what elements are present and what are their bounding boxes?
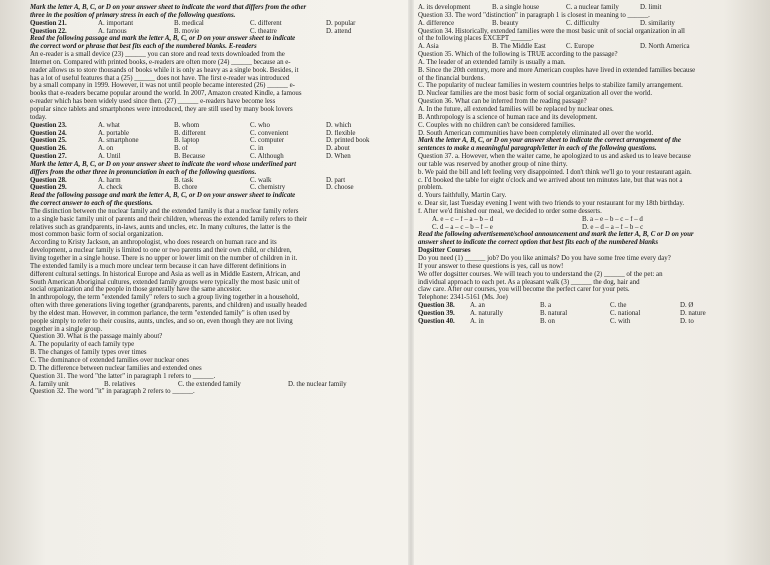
answer-option-a: A. in: [470, 317, 484, 325]
answer-option-c: C. Although: [250, 153, 284, 161]
answer-option-b: B. chore: [174, 184, 198, 192]
text-line: most common basic form of social organization.: [30, 231, 164, 239]
text-line: our table was reserved by another group of nine thirty.: [418, 160, 568, 168]
right-column: [418, 4, 766, 326]
page-fold: [408, 0, 414, 565]
answer-option-c: C. the extended family: [178, 380, 241, 388]
option-row: [30, 145, 405, 153]
answer-option-d: D. to: [680, 317, 694, 325]
answer-option-b: B. whom: [174, 121, 200, 129]
question-number: Question 39.: [418, 309, 455, 317]
text-line: A. The leader of an extended family is usually a man.: [418, 58, 566, 66]
text-line: C. Couples with no children can't be considered families.: [418, 121, 576, 129]
text-line: living together in a single house. There is no upper or lower limit on the number of children in it.: [30, 255, 298, 262]
question-number: Question 21.: [30, 19, 67, 27]
text-line: often with three generations living together (grandparents, parents, and children) and usually headed: [30, 302, 307, 310]
question-number: Question 22.: [30, 27, 67, 35]
instruction-line: sentences to make a meaningful paragraph/letter in each of the following questions.: [418, 145, 657, 153]
answer-option-d: D. nature: [680, 309, 706, 317]
option-row: [30, 184, 405, 192]
text-line: C. The dominance of extended families over nuclear ones: [30, 356, 189, 364]
answer-option-a: A. harm: [98, 176, 121, 184]
text-line: We offer dogsitter courses. We will teach you to understand the (2) ______ of the pet: an: [418, 270, 663, 278]
text-line: Question 35. Which of the following is TRUE according to the passage?: [418, 51, 618, 59]
text-line: D. Nuclear families are the most basic form of social organization all over the world.: [418, 90, 653, 98]
text-line: by a small company in 1999. However, it was not until people became interested (26) ______ e-: [30, 82, 295, 90]
answer-option-a: A. check: [98, 184, 123, 192]
text-line: individual approach to each pet. As a pleasant walk (3) ______ the dog, hair and: [418, 278, 640, 286]
instruction-line: differs from the other three in pronunciation in each of the following questions.: [30, 168, 257, 176]
text-line: relatives such as grandparents, in-laws, aunts and uncles, etc. In many cultures, the latter is the: [30, 223, 291, 231]
text-line: Question 30. What is the passage mainly about?: [30, 333, 163, 341]
answer-option-b: B. on: [540, 317, 555, 325]
answer-option-a: A. portable: [98, 129, 129, 137]
text-line: today.: [30, 113, 47, 121]
answer-option-b: B. movie: [174, 27, 200, 35]
text-line: B. Since the 20th century, more and more American couples have lived in extended families because: [418, 66, 696, 74]
answer-option-a: A. smartphone: [98, 137, 139, 145]
text-line: Question 36. What can be inferred from the reading passage?: [418, 98, 587, 106]
text-line: According to Kristy Jackson, an anthropologist, who does research on human race and its: [30, 239, 277, 247]
answer-option-b: B. medical: [174, 19, 204, 27]
answer-option-c: C. in: [250, 145, 264, 153]
text-line: people simply to refer to their cousins, aunts, uncles, and so on, even though they are not living: [30, 317, 293, 325]
text-line: An e-reader is a small device (23) ______ you can store and read texts downloaded from the: [30, 51, 285, 59]
answer-option-d: D. part: [326, 176, 346, 184]
option-row: [418, 20, 766, 28]
text-line: has a lot of useful features that a (25) ______ does not have. The first e-reader was introduced: [30, 74, 290, 82]
text-line: The distinction between the nuclear family and the extended family is that a nuclear family refers: [30, 207, 299, 215]
answer-option-d: D. Ø: [680, 302, 694, 310]
option-row: [30, 20, 405, 28]
instruction-line: Mark the letter A, B, C, or D on your answer sheet to indicate the correct arrangement of the: [418, 137, 681, 145]
option-row: [30, 177, 405, 185]
answer-option-c: C. who: [250, 121, 270, 129]
answer-option-d: D. the nuclear family: [288, 380, 347, 388]
answer-option-c: C. with: [610, 317, 631, 325]
option-row: [418, 4, 766, 12]
answer-option-a: A. family unit: [30, 380, 69, 388]
option-row: [418, 216, 766, 224]
answer-option-c: C. the: [610, 302, 627, 310]
text-line: Question 37. a. However, when the waiter came, he apologized to us and asked us to leave because: [418, 153, 691, 161]
instruction-line: the correct word or phrase that best fits each of the numbered blanks. E-readers: [30, 43, 257, 51]
text-line: c. I'd booked the table for eight o'clock and we arrived about ten minutes late, but that was not a: [418, 176, 683, 184]
text-line: problem.: [418, 184, 443, 192]
text-line: development, a nuclear family is limited to one or two parents and their own child, or children,: [30, 247, 292, 255]
answer-option-b: B. of: [174, 145, 188, 153]
answer-option-a: A. Until: [98, 153, 121, 161]
answer-option-d: D. flexible: [326, 129, 356, 137]
text-line: Telephone: 2341-5161 (Ms. Joe): [418, 294, 508, 302]
instruction-line: Mark the letter A, B, C, or D on your answer sheet to indicate the word that differs from the other: [30, 4, 307, 11]
text-line: f. After we'd finished our meal, we decided to order some desserts.: [418, 207, 602, 215]
answer-option-a: A. what: [98, 121, 120, 129]
question-number: Question 38.: [418, 302, 455, 310]
text-line: by the eldest man. However, in common parlance, the term "extended family" is often used by: [30, 309, 290, 317]
answer-option-c: C. convenient: [250, 129, 289, 137]
text-line: popular since tablets and smartphones were introduced, they are still used by many book lovers: [30, 105, 293, 113]
question-number: Question 27.: [30, 153, 67, 161]
answer-option-d: D. attend: [326, 27, 352, 35]
answer-option-a: A. famous: [98, 27, 127, 35]
option-row: [30, 28, 405, 36]
text-line: Question 32. The word "it" in paragraph 2 refers to ______.: [30, 388, 195, 396]
text-line: A. The popularity of each family type: [30, 341, 135, 349]
answer-option-b: B. natural: [540, 309, 568, 317]
question-number: Question 28.: [30, 176, 67, 184]
answer-option-b: B. laptop: [174, 137, 200, 145]
text-line: claw care. After our courses, you will become the perfect carer for your pets.: [418, 286, 630, 294]
text-line: Internet on. Compared with printed books, e-readers are often more (24) ______ because an e-: [30, 58, 291, 66]
option-row: [418, 302, 766, 310]
answer-option-a: A. naturally: [470, 309, 503, 317]
text-line: B. Anthropology is a science of human race and its development.: [418, 113, 598, 121]
answer-option-c: C. difficulty: [566, 19, 600, 27]
text-line: reader allows us to store thousands of books while it is only as heavy as a single book. Besides, it: [30, 66, 299, 74]
answer-option-a: A. e – c – f – a – b – d: [432, 215, 494, 223]
text-line: Do you need (1) ______ job? Do you like animals? Do you have some free time every day?: [418, 255, 671, 262]
option-row: [30, 130, 405, 138]
option-row: [418, 310, 766, 318]
answer-option-c: C. computer: [250, 137, 285, 145]
instruction-line: answer sheet to indicate the correct option that best fits each of the numbered blanks: [418, 239, 659, 247]
option-row: [418, 318, 766, 326]
text-line: d. Yours faithfully, Martin Cary.: [418, 192, 507, 200]
option-row: [30, 122, 405, 130]
option-row: [418, 224, 766, 232]
answer-option-d: D. popular: [326, 19, 356, 27]
instruction-line: Read the following passage and mark the letter A, B, C, or D on your answer sheet to indicate: [30, 35, 296, 43]
text-line: Dogsitter Courses: [418, 247, 471, 255]
answer-option-c: C. national: [610, 309, 641, 317]
instruction-line: the correct answer to each of the questions.: [30, 200, 153, 208]
question-number: Question 25.: [30, 137, 67, 145]
instruction-line: Read the following advertisement/school announcement and mark the letter A, B, C or D on your: [418, 231, 694, 239]
text-line: of the financial burdens.: [418, 74, 485, 82]
text-line: The extended family is a much more unclear term because it can have different definitions in: [30, 262, 287, 270]
text-line: Question 33. The word "distinction" in paragraph 1 is closest in meaning to ______.: [418, 11, 650, 19]
answer-option-c: C. Europe: [566, 43, 594, 51]
answer-option-d: D. When: [326, 153, 351, 161]
answer-option-b: B. different: [174, 129, 206, 137]
answer-option-a: A. Asia: [418, 43, 439, 51]
question-number: Question 26.: [30, 145, 67, 153]
answer-option-d: D. about: [326, 145, 350, 153]
answer-option-c: C. theatre: [250, 27, 277, 35]
instruction-line: Mark the letter A, B, C, or D on your answer sheet to indicate the word whose underlined part: [30, 160, 297, 168]
text-line: of the following places EXCEPT ______.: [418, 35, 534, 43]
answer-option-a: A. difference: [418, 19, 455, 27]
text-line: D. South American communities have been completely eliminated all over the world.: [418, 129, 654, 137]
text-line: C. The popularity of nuclear families in western countries helps to stabilize family arrangement.: [418, 82, 683, 90]
answer-option-b: B. The Middle East: [492, 43, 546, 51]
answer-option-d: D. North America: [640, 43, 690, 51]
answer-option-b: B. task: [174, 176, 194, 184]
answer-option-b: B. relatives: [104, 380, 136, 388]
option-row: [418, 43, 766, 51]
text-line: different cultural settings. In historical Europe and Asia as well as in Middle Eastern, African, and: [30, 270, 301, 278]
text-line: Question 31. The word "the latter" in paragraph 1 refers to ______.: [30, 372, 216, 380]
answer-option-c: C. different: [250, 19, 282, 27]
answer-option-c: C. a nuclear family: [566, 4, 619, 11]
text-line: A. In the future, all extended families will be replaced by nuclear ones.: [418, 105, 614, 113]
instruction-line: three in the position of primary stress in each of the following questions.: [30, 11, 236, 19]
answer-option-a: A. important: [98, 19, 134, 27]
question-number: Question 40.: [418, 317, 455, 325]
text-line: South American Aboriginal cultures, extended family groups were typically the most basic unit of: [30, 278, 300, 286]
text-line: D. The difference between nuclear families and extended ones: [30, 364, 202, 372]
answer-option-b: B. beauty: [492, 19, 519, 27]
text-line: b. We paid the bill and left feeling very disappointed. I don't think we'll go to your restaurant again.: [418, 168, 692, 176]
text-line: Question 34. Historically, extended families were the most basic unit of social organization in all: [418, 27, 685, 35]
text-line: social organization and the people in those generally have the same ancestor.: [30, 286, 242, 294]
answer-option-b: B. Because: [174, 153, 205, 161]
text-line: B. The changes of family types over times: [30, 349, 147, 357]
answer-option-d: D. limit: [640, 4, 662, 11]
option-row: [30, 153, 405, 161]
text-line: together in a single group.: [30, 325, 103, 333]
text-line: If your answer to these questions is yes, call us now!: [418, 262, 564, 270]
option-row: [30, 381, 405, 389]
option-row: [30, 137, 405, 145]
answer-option-b: D. e – d – a – f – b – c: [582, 223, 644, 231]
question-number: Question 23.: [30, 121, 67, 129]
question-number: Question 29.: [30, 184, 67, 192]
text-line: e-reader which has been widely used since then. (27) ______ e-readers have become less: [30, 98, 276, 106]
answer-option-a: A. an: [470, 302, 485, 310]
text-line: books that e-readers became popular around the world. In 2007, Amazon created Kindle, a famous: [30, 90, 302, 98]
answer-option-a: A. its development: [418, 4, 471, 11]
answer-option-d: D. choose: [326, 184, 354, 192]
question-number: Question 24.: [30, 129, 67, 137]
answer-option-a: A. on: [98, 145, 114, 153]
answer-option-d: D. printed book: [326, 137, 370, 145]
answer-option-b: B. a – e – b – c – f – d: [582, 215, 643, 223]
text-line: to a single basic family unit of parents and their children, whereas the extended family refers to their: [30, 215, 308, 223]
answer-option-d: D. similarity: [640, 19, 675, 27]
text-line: e. Dear sir, last Tuesday evening I went with two friends to your restaurant for my 18th birthday.: [418, 200, 685, 208]
answer-option-c: C. walk: [250, 176, 272, 184]
answer-option-b: B. a: [540, 302, 552, 310]
answer-option-d: D. which: [326, 121, 352, 129]
left-column: [30, 4, 405, 396]
answer-option-b: B. a single house: [492, 4, 540, 11]
instruction-line: Read the following passage and mark the letter A, B, C, or D on your answer sheet to indicate: [30, 192, 296, 200]
answer-option-a: C. d – a – c – b – f – e: [432, 223, 493, 231]
text-line: In anthropology, the term "extended family" refers to such a group living together in a household,: [30, 294, 300, 302]
answer-option-c: C. chemistry: [250, 184, 286, 192]
